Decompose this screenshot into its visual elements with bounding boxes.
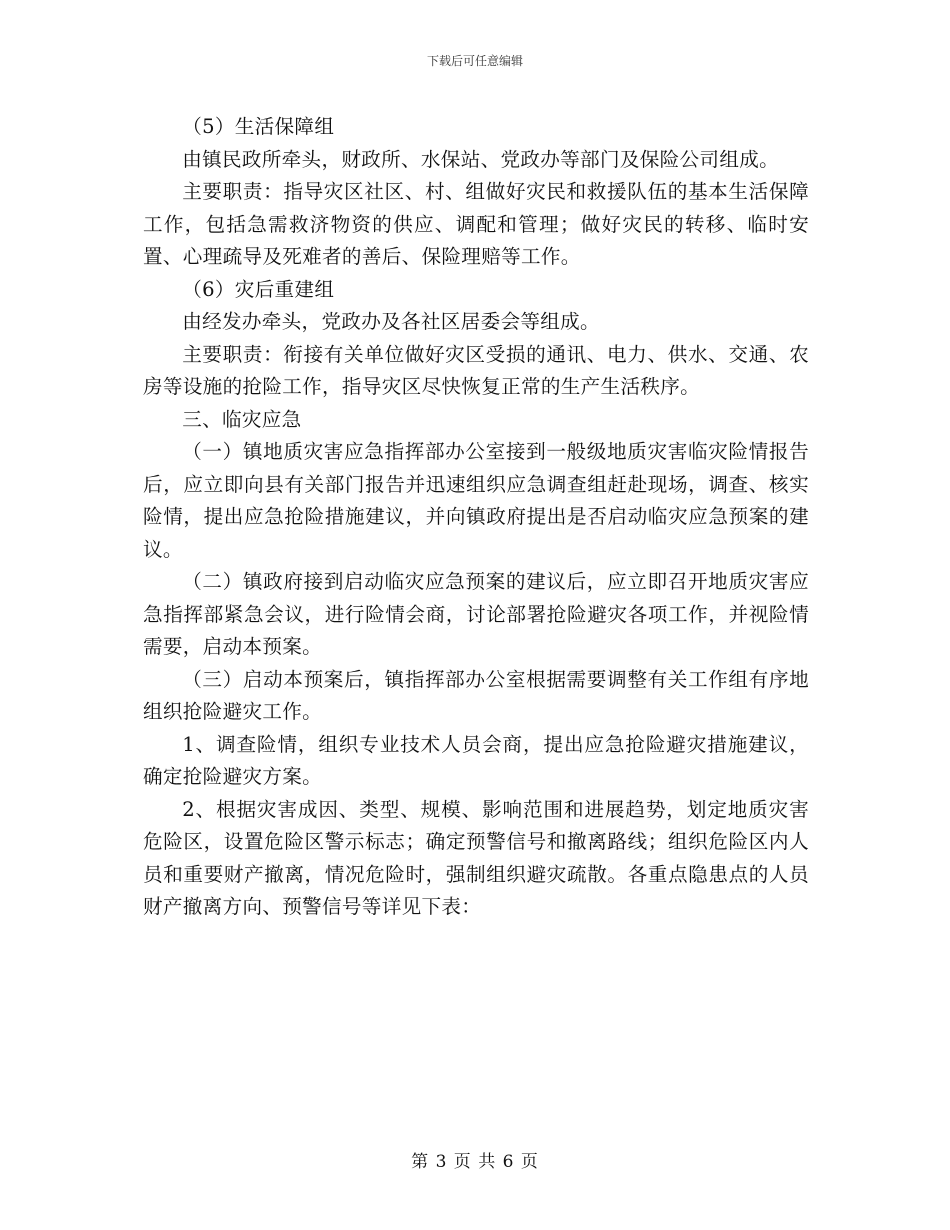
section-heading-living-support: （5）生活保障组 (182, 115, 335, 138)
paragraph-living-support-duties: 主要职责：指导灾区社区、村、组做好灾民和救援队伍的基本生活保障工作，包括急需救济物资的供应、调配和管理；做好灾民的转移、临时安置、心理疏导及死难者的善后、保险理赔等工作。 (143, 180, 809, 268)
paragraph-emergency-item-3: （三）启动本预案后，镇指挥部办公室根据需要调整有关工作组有序地组织抢险避灾工作。 (143, 667, 809, 723)
page-number: 第 3 页 共 6 页 (411, 1152, 539, 1172)
section-heading-emergency: 三、临灾应急 (182, 407, 302, 431)
paragraph-reconstruction-composition: 由经发办牵头，党政办及各社区居委会等组成。 (182, 310, 600, 333)
paragraph-emergency-item-2: （二）镇政府接到启动临灾应急预案的建议后，应立即召开地质灾害应急指挥部紧急会议，进行险情会商，讨论部署抢险避灾各项工作，并视险情需要，启动本预案。 (143, 570, 809, 658)
paragraph-reconstruction-duties: 主要职责：衔接有关单位做好灾区受损的通讯、电力、供水、交通、农房等设施的抢险工作，指导灾区尽快恢复正常的生产生活秩序。 (143, 342, 809, 398)
document-body (143, 111, 809, 924)
section-heading-reconstruction: （6）灾后重建组 (182, 277, 335, 301)
paragraph-living-support-composition: 由镇民政所牵头，财政所、水保站、党政办等部门及保险公司组成。 (182, 147, 779, 171)
page-header-note: 下载后可任意编辑 (426, 54, 523, 68)
paragraph-numbered-1: 1、调查险情，组织专业技术人员会商，提出应急抢险避灾措施建议，确定抢险避灾方案。 (143, 732, 809, 788)
paragraph-emergency-item-1: （一）镇地质灾害应急指挥部办公室接到一般级地质灾害临灾险情报告后，应立即向县有关部门报告并迅速组织应急调查组赶赴现场，调查、核实险情，提出应急抢险措施建议，并向镇政府提出是否启动临灾应急预案的建议。 (143, 440, 809, 561)
paragraph-numbered-2: 2、根据灾害成因、类型、规模、影响范围和进展趋势，划定地质灾害危险区，设置危险区警示标志；确定预警信号和撤离路线；组织危险区内人员和重要财产撤离，情况危险时，强制组织避灾疏散。各重点隐患点的人员财产撤离方向、预警信号等详见下表： (143, 797, 809, 918)
